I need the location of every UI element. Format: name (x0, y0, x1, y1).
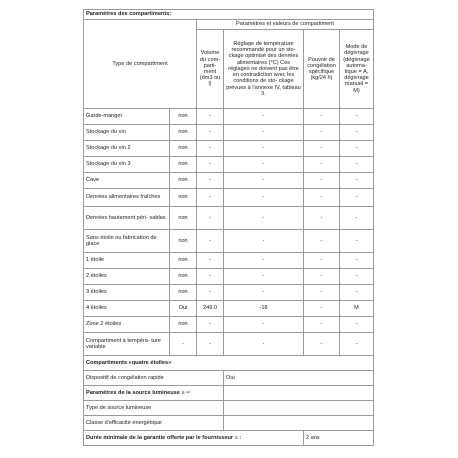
col-header-volume: Volume du com- parti- ment (dm3 ou l) (197, 30, 224, 109)
col-header-group: Paramètres et valeurs de compartiment (197, 20, 374, 30)
col-header-freezing: Pouvoir de congélation spécifique (kg/24 h) (304, 30, 340, 109)
table-row: Stockage du vin 3 non - - - - (84, 157, 374, 173)
table-row: Cave non - - - - (84, 173, 374, 189)
light-class-value (224, 416, 374, 431)
table-title: Paramètres des compartiments: (84, 10, 374, 20)
table-row: Denrées hautement péri- sables non - - - - (84, 207, 374, 230)
quick-freeze-label: Dispositif de congélation rapide (84, 371, 224, 386)
warranty-label: Durée minimale de la garantie offerte par le fournisseur a : (84, 431, 304, 446)
table-row: Garde-manger non - - - - (84, 109, 374, 125)
compartment-table (83, 9, 374, 446)
warranty-value: 2 ans (304, 431, 374, 446)
table-row: Denrées alimentaires fraîches non - - - - (84, 189, 374, 207)
col-header-defrost: Mode de dégivrage (dégivrage automa- tique = A, dégivrage manuel = M) (340, 30, 374, 109)
table-row: Sans étoile ou fabrication de glace non - - - - (84, 230, 374, 253)
compartment-parameters-sheet (83, 9, 373, 449)
table-row: 2 étoiles non - - - - (84, 269, 374, 285)
table-row: Zone 2 étoiles non - - - - (84, 317, 374, 333)
light-type-value (224, 401, 374, 416)
warranty-icon: a (234, 434, 238, 441)
table-row: Stockage du vin 2 non - - - - (84, 141, 374, 157)
table-row: Compartiment à tempéra- ture variable - - - - - (84, 333, 374, 356)
table-row: 3 étoiles non - - - - (84, 285, 374, 301)
table-row: 1 étoile non - - - - (84, 253, 374, 269)
quick-freeze-value: Oui (224, 371, 374, 386)
light-source-title: Paramètres de la source lumineuse a ⇐ (84, 386, 224, 401)
col-header-type: Type de compartiment (84, 20, 197, 109)
table-row: Stockage du vin non - - - - (84, 125, 374, 141)
light-type-label: Type de source lumineuse (84, 401, 224, 416)
light-source-icons: a ⇐ (181, 389, 191, 396)
four-star-title: Compartiments «quatre étoiles» (84, 356, 374, 371)
col-header-temperature: Réglage de température recommandé pour un sto- ckage optimisé des denrées alimentaires (°C) Ces réglages ne doivent pas être en contradiction avec les conditions de sto- ckage prévues à l'annexe IV, tableau 3. (224, 30, 304, 109)
light-class-label: Classe d'efficacité énergétique (84, 416, 224, 431)
table-row: 4 étoiles Oui 249.0 -18 - M (84, 301, 374, 317)
